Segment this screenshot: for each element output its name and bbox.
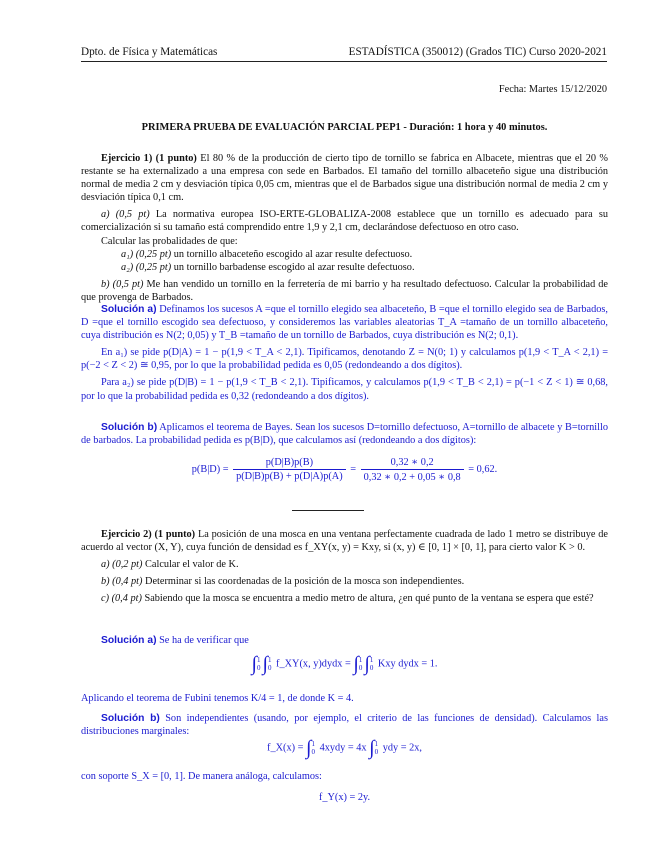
exercise-1-question-b [81,278,608,304]
exercise-1-qa2-text: un tornillo barbadense escogido al azar resulte defectuoso. [173,261,415,273]
bayes-formula [81,456,608,483]
exercise-2-qc-text: Sabiendo que la mosca se encuentra a medio metro de altura, ¿en qué punto de la ventana se espera que esté? [144,593,594,605]
exam-title: PRIMERA PRUEBA DE EVALUACIÓN PARCIAL PEP1 - Duración: 1 hora y 40 minutos. [141,122,548,133]
exercise-1-sola-label: Solución a) [101,304,157,315]
integral-sign: ∫ [353,653,359,675]
bayes-num-1: p(D|B)p(B) [233,457,346,470]
exercise-2-sola-label: Solución a) [101,635,157,646]
integral-sign: ∫ [306,737,312,759]
bayes-fraction-2 [361,456,464,483]
exercise-1 [81,152,608,304]
integral-sign: ∫ [369,737,375,759]
fubini-line: Aplicando el teorema de Fubini tenemos K/4 = 1, de donde K = 4. [81,693,354,704]
exercise-2-qb-label: b) (0,4 pt) [101,576,143,588]
exercise-2-sola-text: Se ha de verificar que [159,635,249,646]
exercise-1-qa-label: a) (0,5 pt) [101,209,150,221]
bayes-num-2: 0,32 ∗ 0,2 [361,456,464,470]
fx-left: f_X(x) = [267,742,304,754]
exercise-1-qa2 [81,261,608,274]
exercise-1-sola-intro [81,303,608,342]
marginal-fy-equation: f_Y(x) = 2y. [318,792,371,803]
exercise-1-qa-calc: Calcular las probalidades de que: [101,235,238,247]
bayes-den-2: 0,32 ∗ 0,2 + 0,05 ∗ 0,8 [363,472,461,483]
support-line: con soporte S_X = [0, 1]. De manera análoga, calculamos: [81,771,322,782]
exercise-2-qc-label: c) (0,4 pt) [101,593,142,605]
exercise-1-qa1-label: a₁) (0,25 pt) [121,248,172,260]
exercise-2-question-a [81,558,608,571]
exercise-2 [81,528,608,605]
exercise-1-solution-b [81,421,608,447]
exercise-2-question-b [81,575,608,588]
fx-right: ydy = 2x, [382,742,422,754]
bayes-rhs: = 0,62. [468,463,498,475]
exercise-1-qa-text: La normativa europea ISO-ERTE-GLOBALIZA-2008 establece que un tornillo es adecuado para su comercialización si su tamaño está comprendido entre 1,9 y 2,1 cm, declarándose defectuoso en otro caso. [81,209,609,234]
bayes-fraction-1 [233,457,346,482]
integral-sign: ∫ [262,653,268,675]
exercise-1-solution-a [81,303,608,403]
exercise-1-sola-a2: Para a₂) se pide p(D|B) = 1 − p(1,9 < T_B < 2,1). Tipificamos, y calculamos p(1,9 < T_B < 2,1) = p(−1 < Z < 1) ≅ 0,68, por lo que la probabilidad pedida es 0,32 (redondeando a dos dígitos). [81,377,608,402]
integral-equation: ∫1 0 ∫1 0 f_XY(x, y)dydx = ∫1 0 ∫1 0 Kxy dydx = 1. [251,653,438,675]
exam-date: Fecha: Martes 15/12/2020 [498,84,607,95]
exercise-1-qb-text: Me han vendido un tornillo en la ferretería de mi barrio y ha resultado defectuoso. Calcular la probabilidad de que provenga de Barbados. [81,278,608,303]
exercise-1-heading: Ejercicio 1) (1 punto) [101,153,197,164]
bayes-den-1: p(D|B)p(B) + p(D|A)p(A) [236,471,343,482]
exercise-1-intro [81,152,608,204]
exercise-2-solution-a [81,634,608,647]
exercise-2-solb-text: Son independientes (usando, por ejemplo, el criterio de las funciones de densidad). Calculamos las distribuciones marginales: [81,713,608,738]
header-department: Dpto. de Física y Matemáticas [81,46,218,58]
exercise-1-qa1 [81,248,608,261]
exercise-2-qa-label: a) (0,2 pt) [101,559,143,571]
integral-sign: ∫ [251,653,257,675]
exercise-2-solb-label: Solución b) [101,713,160,724]
exercise-1-qa1-text: un tornillo albaceteño escogido al azar resulte defectuoso. [173,248,413,260]
bayes-mid: = [350,463,357,475]
exercise-2-question-c [81,592,608,605]
integral-left: f_XY(x, y)dydx = [276,658,351,670]
exercise-2-qb-text: Determinar si las coordenadas de la posición de la mosca son independientes. [145,576,465,588]
exercise-2-qa-text: Calcular el valor de K. [145,559,239,571]
exercise-1-text: El 80 % de la producción de cierto tipo de tornillo se fabrica en Albacete, mientras que el 20 % restante se ha externalizado a una empresa con sede en Barbados. El tamaño del tornillo albaceteño sigue una distribución normal de media 2 cm y desviación típica 0,05 cm, mientras que el de Barbados sigue una distribución normal de media 2 cm y desviación típica 0,1 cm. [81,153,609,204]
exercise-2-heading: Ejercicio 2) (1 punto) [101,529,196,540]
bayes-lhs: p(B|D) = [191,463,229,475]
exercise-1-qb-label: b) (0,5 pt) [101,278,144,290]
exercise-2-text: La posición de una mosca en una ventana perfectamente cuadrada de lado 1 metro se distribuye de acuerdo al vector (X, Y), cuya función de densidad es f_XY(x, y) = Kxy, si (x, y) ∈ [0, 1] × [0, 1], para cierto valor K > 0. [81,529,609,554]
exercise-1-sola-a1: En a₁) se pide p(D|A) = 1 − p(1,9 < T_A < 2,1). Tipificamos, denotando Z = N(0; 1) y calculamos p(1,9 < T_A < 2,1) = p(−2 < Z < 2) ≅ 0,95, por lo que la probabilidad pedida es 0,05 (redondeando a dos dígitos). [81,347,608,372]
exercise-1-solb-label: Solución b) [101,422,158,433]
header-rule [81,61,607,62]
section-separator [292,510,364,511]
header-course: ESTADÍSTICA (350012) (Grados TIC) Curso 2020-2021 [348,46,607,58]
integral-sign: ∫ [364,653,370,675]
exercise-1-solb-text: Aplicamos el teorema de Bayes. Sean los sucesos D=tornillo defectuoso, A=tornillo de albacete y B=tornillo de barbados. La probabilidad pedida es p(B|D), que calculamos así (redondeando a dos dígitos): [81,422,609,447]
fx-mid: 4xydy = 4x [319,742,367,754]
exercise-1-question-a [81,208,608,234]
exercise-1-qa2-label: a₂) (0,25 pt) [121,261,172,273]
exercise-1-sola-text: Definamos los sucesos A =que el tornillo elegido sea albaceteño, B =que el tornillo elegido sea de Barbados, D =que el tornillo escogido sea defectuoso, y consideremos las variables aleatorias T_A =tamaño de un tornillo albaceteño, cuya distribución es N(2; 0,05) y T_B =tamaño de un tornillo de Barbados, cuya distribución es N(2; 0,1). [81,304,608,342]
exercise-2-solution-b [81,712,608,738]
marginal-fx-equation: f_X(x) = ∫1 0 4xydy = 4x ∫1 0 ydy = 2x, [267,737,422,759]
integral-right: Kxy dydx = 1. [377,658,438,670]
